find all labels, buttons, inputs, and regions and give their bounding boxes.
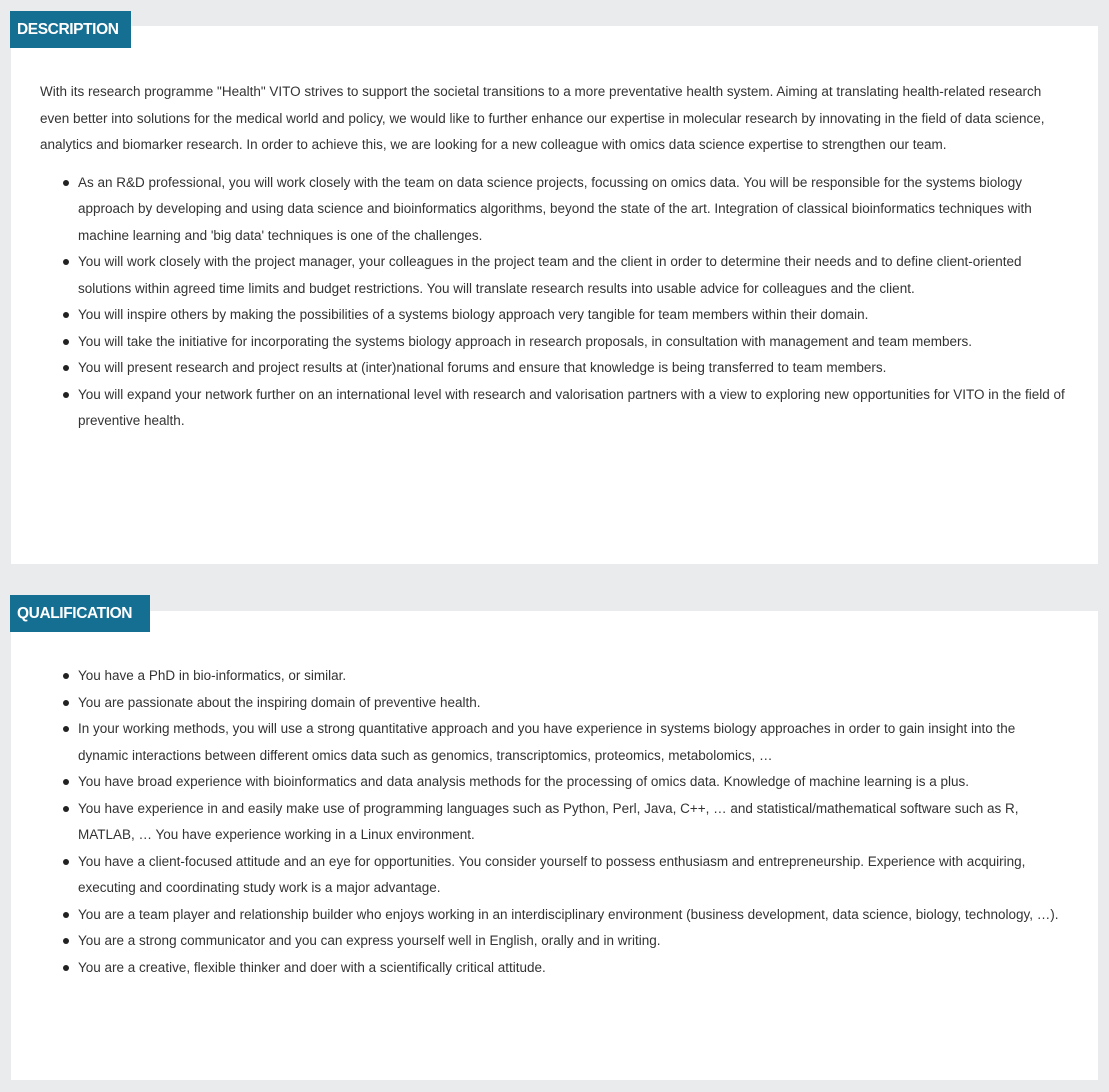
list-item: You will expand your network further on an international level with research and valorisation partners with a view to exploring new opportunities for VITO in the field of preventive health. bbox=[40, 382, 1068, 435]
qualification-section bbox=[11, 611, 1098, 1080]
list-item: You have a client-focused attitude and an eye for opportunities. You consider yourself to possess enthusiasm and entrepreneurship. Experience with acquiring, executing and coordinating study work is a major advantage. bbox=[40, 849, 1068, 902]
list-item: You are passionate about the inspiring domain of preventive health. bbox=[40, 690, 1068, 717]
qualification-list bbox=[40, 663, 1068, 981]
list-item: In your working methods, you will use a strong quantitative approach and you have experience in systems biology approaches in order to gain insight into the dynamic interactions between different omics data such as genomics, transcriptomics, proteomics, metabolomics, … bbox=[40, 716, 1068, 769]
description-list bbox=[40, 170, 1068, 435]
qualification-content bbox=[40, 663, 1068, 981]
list-item: You will present research and project results at (inter)national forums and ensure that knowledge is being transferred to team members. bbox=[40, 355, 1068, 382]
list-item: You have experience in and easily make use of programming languages such as Python, Perl, Java, C++, … and statistical/mathematical software such as R, MATLAB, … You have experience working in a Linux environment. bbox=[40, 796, 1068, 849]
list-item: You are a strong communicator and you can express yourself well in English, orally and in writing. bbox=[40, 928, 1068, 955]
qualification-heading: QUALIFICATION bbox=[10, 595, 150, 632]
list-item: You will inspire others by making the possibilities of a systems biology approach very tangible for team members within their domain. bbox=[40, 302, 1068, 329]
description-heading: DESCRIPTION bbox=[10, 11, 131, 48]
list-item: You are a creative, flexible thinker and doer with a scientifically critical attitude. bbox=[40, 955, 1068, 982]
description-section bbox=[11, 26, 1098, 564]
list-item: You have broad experience with bioinformatics and data analysis methods for the processing of omics data. Knowledge of machine learning is a plus. bbox=[40, 769, 1068, 796]
list-item: You will take the initiative for incorporating the systems biology approach in research proposals, in consultation with management and team members. bbox=[40, 329, 1068, 356]
list-item: As an R&D professional, you will work closely with the team on data science projects, focussing on omics data. You will be responsible for the systems biology approach by developing and using data science and bioinformatics algorithms, beyond the state of the art. Integration of classical bioinformatics techniques with machine learning and 'big data' techniques is one of the challenges. bbox=[40, 170, 1068, 250]
list-item: You are a team player and relationship builder who enjoys working in an interdisciplinary environment (business development, data science, biology, technology, …). bbox=[40, 902, 1068, 929]
description-content bbox=[40, 79, 1068, 435]
list-item: You will work closely with the project manager, your colleagues in the project team and the client in order to determine their needs and to define client-oriented solutions within agreed time limits and budget restrictions. You will translate research results into usable advice for colleagues and the client. bbox=[40, 249, 1068, 302]
description-intro: With its research programme "Health" VITO strives to support the societal transitions to a more preventative health system. Aiming at translating health-related research even better into solutions for the medical world and policy, we would like to further enhance our expertise in molecular research by innovating in the field of data science, analytics and biomarker research. In order to achieve this, we are looking for a new colleague with omics data science expertise to strengthen our team. bbox=[40, 84, 1045, 152]
list-item: You have a PhD in bio-informatics, or similar. bbox=[40, 663, 1068, 690]
